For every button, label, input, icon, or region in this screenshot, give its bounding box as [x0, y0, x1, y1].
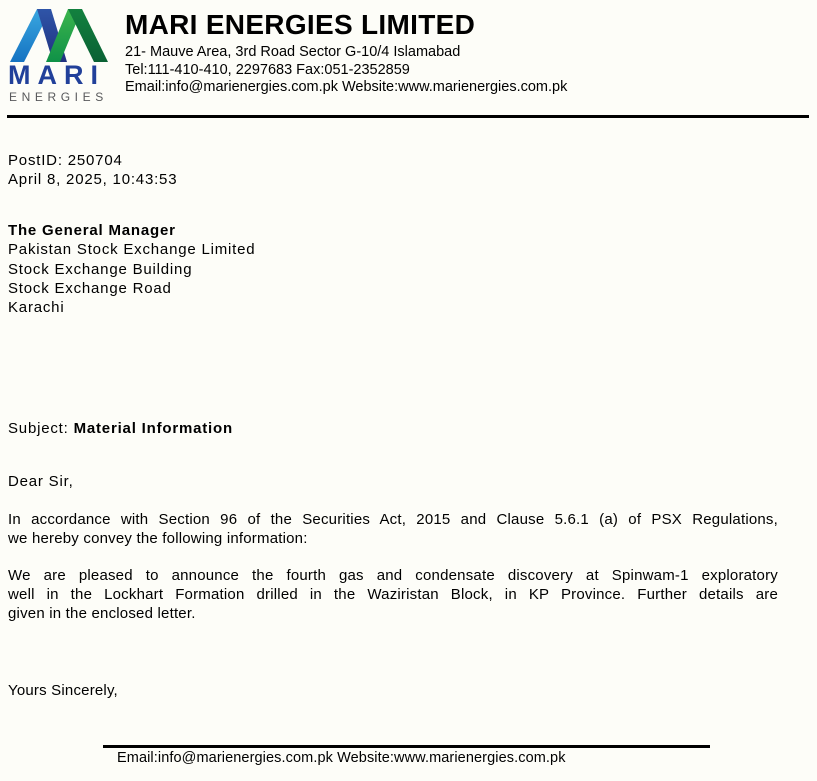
paragraph-line: we hereby convey the following information:	[8, 530, 308, 547]
logo-wordmark: MARI	[8, 60, 105, 90]
body-paragraph-1	[8, 510, 778, 548]
post-id: PostID: 250704	[8, 152, 123, 169]
post-meta	[8, 151, 177, 190]
subject-value: Material Information	[73, 420, 233, 437]
mari-logo-icon	[10, 9, 108, 62]
closing: Yours Sincerely,	[8, 682, 118, 699]
salutation: Dear Sir,	[8, 473, 74, 490]
company-name: MARI ENERGIES LIMITED	[125, 9, 476, 40]
recipient-title: The General Manager	[8, 222, 176, 239]
letterhead-phone: Tel:111-410-410, 2297683 Fax:051-2352859	[125, 61, 410, 78]
recipient-line: Stock Exchange Building	[8, 260, 193, 278]
letterhead	[125, 8, 567, 97]
paragraph-line: In accordance with Section 96 of the Securities Act, 2015 and Clause 5.6.1 (a) of PSX Regulations,	[8, 511, 778, 528]
body-paragraph-2	[8, 566, 778, 623]
recipient-line: Pakistan Stock Exchange Limited	[8, 241, 256, 259]
logo-subtitle: ENERGIES	[9, 90, 108, 104]
paragraph-line: given in the enclosed letter.	[8, 605, 196, 622]
post-datetime: April 8, 2025, 10:43:53	[8, 171, 178, 189]
footer-contact: Email:info@marienergies.com.pk Website:www.marienergies.com.pk	[117, 750, 566, 766]
logo-ribbon-dark-green	[68, 9, 108, 62]
paragraph-line: well in the Lockhart Formation drilled in the Waziristan Block, in KP Province. Further details are	[8, 586, 778, 603]
paragraph-line: We are pleased to announce the fourth gas and condensate discovery at Spinwam-1 exploratory	[8, 567, 778, 584]
letterhead-address: 21- Mauve Area, 3rd Road Sector G-10/4 Islamabad	[125, 44, 461, 60]
footer-divider	[103, 745, 710, 748]
recipient-address	[8, 221, 255, 317]
recipient-line: Stock Exchange Road	[8, 279, 172, 297]
subject-label: Subject:	[8, 420, 74, 437]
subject-line	[8, 419, 233, 438]
letterhead-contact-lines	[125, 44, 567, 97]
header-divider	[7, 115, 809, 118]
letterhead-email-website: Email:info@marienergies.com.pk Website:www.marienergies.com.pk	[125, 79, 568, 95]
recipient-line: Karachi	[8, 299, 65, 317]
